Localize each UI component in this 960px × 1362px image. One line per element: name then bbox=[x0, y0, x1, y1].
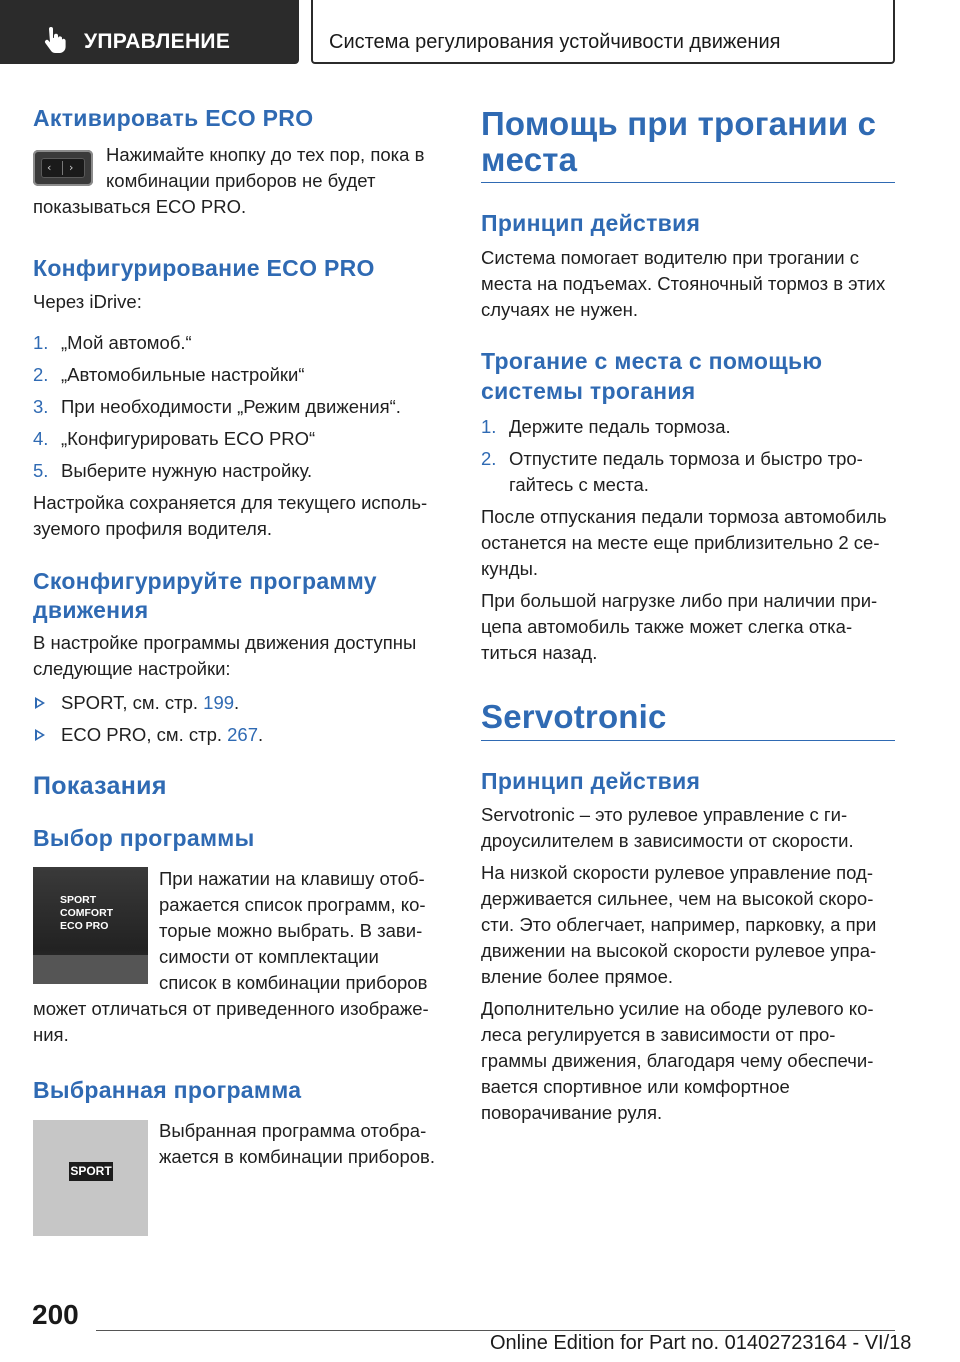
eco-text-line: комбинации приборов не будет bbox=[106, 170, 376, 191]
low-speed-text-line: вление более прямое. bbox=[481, 966, 674, 987]
chevron-left-icon: ‹ bbox=[47, 161, 52, 174]
extra-text-line: Дополнительно усилие на ободе рулевого ко- bbox=[481, 998, 874, 1019]
menu-item-label: SPORT bbox=[60, 894, 97, 906]
page-link[interactable]: 267 bbox=[227, 724, 259, 745]
footer-divider bbox=[96, 1330, 895, 1331]
start-heading-line: места bbox=[481, 141, 578, 178]
extra-text-line: поворачивание руля. bbox=[481, 1102, 663, 1123]
principle-heading: Принцип действия bbox=[481, 210, 701, 236]
choice-text-line: торые можно выбрать. В зави- bbox=[159, 920, 423, 941]
selected-text-line: Выбранная программа отобра- bbox=[159, 1120, 427, 1141]
program-intro-line: следующие настройки: bbox=[33, 658, 231, 679]
principle-text-line: случаях не нужен. bbox=[481, 299, 638, 320]
after-text-line: кунды. bbox=[481, 558, 538, 579]
servo-text-line: дроусилителем в зависимости от скорости. bbox=[481, 830, 854, 851]
principle-text-line: Система помогает водителю при трогании с bbox=[481, 247, 859, 268]
servotronic-heading: Servotronic bbox=[481, 698, 667, 735]
choice-heading: Выбор программы bbox=[33, 825, 255, 851]
eco-text-line: показываться ECO PRO. bbox=[33, 196, 247, 217]
low-speed-text-line: движении на высокой скорости рулевое упра- bbox=[481, 940, 877, 961]
choice-text-line: симости от комплектации bbox=[159, 946, 379, 967]
step-number: 1. bbox=[33, 332, 49, 353]
bullet-arrow-icon bbox=[35, 729, 45, 741]
step-text: Отпустите педаль тормоза и быстро тро- bbox=[509, 448, 863, 469]
step-text: При необходимости „Режим движения“. bbox=[61, 396, 401, 417]
eco-button-image bbox=[33, 150, 93, 186]
step-text: „Конфигурировать ECO PRO“ bbox=[61, 428, 316, 449]
program-intro-line: В настройке программы движения доступны bbox=[33, 632, 417, 653]
choice-text-line: список в комбинации приборов bbox=[159, 972, 428, 993]
chapter-tab bbox=[311, 0, 895, 64]
low-speed-text-line: На низкой скорости рулевое управление под- bbox=[481, 862, 874, 883]
program-list-image bbox=[33, 867, 148, 984]
program-heading-line: движения bbox=[33, 597, 149, 623]
step-text: „Автомобильные настройки“ bbox=[61, 364, 305, 385]
extra-text-line: граммы движения, благодаря чему обеспечи- bbox=[481, 1050, 874, 1071]
choice-text-line: ражается список программ, ко- bbox=[159, 894, 426, 915]
program-heading-line: Сконфигурируйте программу bbox=[33, 568, 377, 594]
extra-text-line: леса регулируется в зависимости от про- bbox=[481, 1024, 836, 1045]
step-text: Выберите нужную настройку. bbox=[61, 460, 313, 481]
choice-text-line: ния. bbox=[33, 1024, 69, 1045]
principle-text-line: места на подъемах. Стояночный тормоз в этих bbox=[481, 273, 886, 294]
step-text: „Мой автомоб.“ bbox=[61, 332, 192, 353]
choice-text-line: При нажатии на клавишу отоб- bbox=[159, 868, 425, 889]
display-heading: Показания bbox=[33, 772, 167, 800]
step-text: гайтесь с места. bbox=[509, 474, 649, 495]
chapter-title: Система регулирования устойчивости движения bbox=[329, 31, 781, 53]
chevron-right-icon: › bbox=[69, 161, 74, 174]
low-speed-text-line: держивается сильнее, чем на высокой скоро- bbox=[481, 888, 874, 909]
selected-heading: Выбранная программа bbox=[33, 1077, 302, 1103]
servo-principle-heading: Принцип действия bbox=[481, 768, 701, 794]
servo-text-line: Servotronic – это рулевое управление с ги- bbox=[481, 804, 848, 825]
step-number: 2. bbox=[481, 448, 497, 469]
after-text-line: После отпускания педали тормоза автомобиль bbox=[481, 506, 887, 527]
section-tab bbox=[0, 0, 299, 64]
bullet-item: ECO PRO, см. стр. 267. bbox=[61, 724, 264, 745]
bullet-arrow-icon bbox=[35, 697, 45, 709]
menu-item-label: ECO PRO bbox=[60, 920, 109, 932]
moveoff-heading-line: Трогание с места с помощью bbox=[481, 348, 823, 374]
section-name: УПРАВЛЕНИЕ bbox=[84, 30, 231, 53]
hand-pointer-icon bbox=[40, 26, 68, 54]
section-divider bbox=[481, 740, 895, 741]
extra-text-line: вается спортивное или комфортное bbox=[481, 1076, 790, 1097]
edition-note: Online Edition for Part no. 01402723164 - VI/18 bbox=[490, 1332, 912, 1354]
load-text-line: При большой нагрузке либо при наличии при- bbox=[481, 590, 878, 611]
menu-item-label: COMFORT bbox=[60, 907, 114, 919]
step-text: Держите педаль тормоза. bbox=[509, 416, 731, 437]
selected-program-image bbox=[33, 1120, 148, 1236]
eco-heading: Активировать ECO PRO bbox=[33, 105, 314, 131]
moveoff-heading-line: системы трогания bbox=[481, 378, 696, 404]
low-speed-text-line: сти. Это облегчает, например, парковку, а при bbox=[481, 914, 877, 935]
load-text-line: цепа автомобиль также может слегка отка- bbox=[481, 616, 853, 637]
page-number: 200 bbox=[32, 1299, 79, 1330]
step-number: 4. bbox=[33, 428, 49, 449]
step-number: 3. bbox=[33, 396, 49, 417]
config-heading: Конфигурирование ECO PRO bbox=[33, 255, 375, 281]
bullet-item: SPORT, см. стр. 199. bbox=[61, 692, 240, 713]
sport-badge: SPORT bbox=[69, 1162, 113, 1181]
load-text-line: титься назад. bbox=[481, 642, 598, 663]
start-heading-line: Помощь при трогании с bbox=[481, 105, 877, 142]
section-divider bbox=[481, 182, 895, 183]
saved-text-line: Настройка сохраняется для текущего исполь- bbox=[33, 492, 428, 513]
page-link[interactable]: 199 bbox=[203, 692, 235, 713]
config-intro: Через iDrive: bbox=[33, 291, 142, 312]
step-number: 5. bbox=[33, 460, 49, 481]
step-number: 1. bbox=[481, 416, 497, 437]
selected-text-line: жается в комбинации приборов. bbox=[159, 1146, 435, 1167]
choice-text-line: может отличаться от приведенного изображе- bbox=[33, 998, 429, 1019]
eco-text-line: Нажимайте кнопку до тех пор, пока в bbox=[106, 144, 425, 165]
step-number: 2. bbox=[33, 364, 49, 385]
after-text-line: останется на месте еще приблизительно 2 се- bbox=[481, 532, 880, 553]
saved-text-line: зуемого профиля водителя. bbox=[33, 518, 273, 539]
